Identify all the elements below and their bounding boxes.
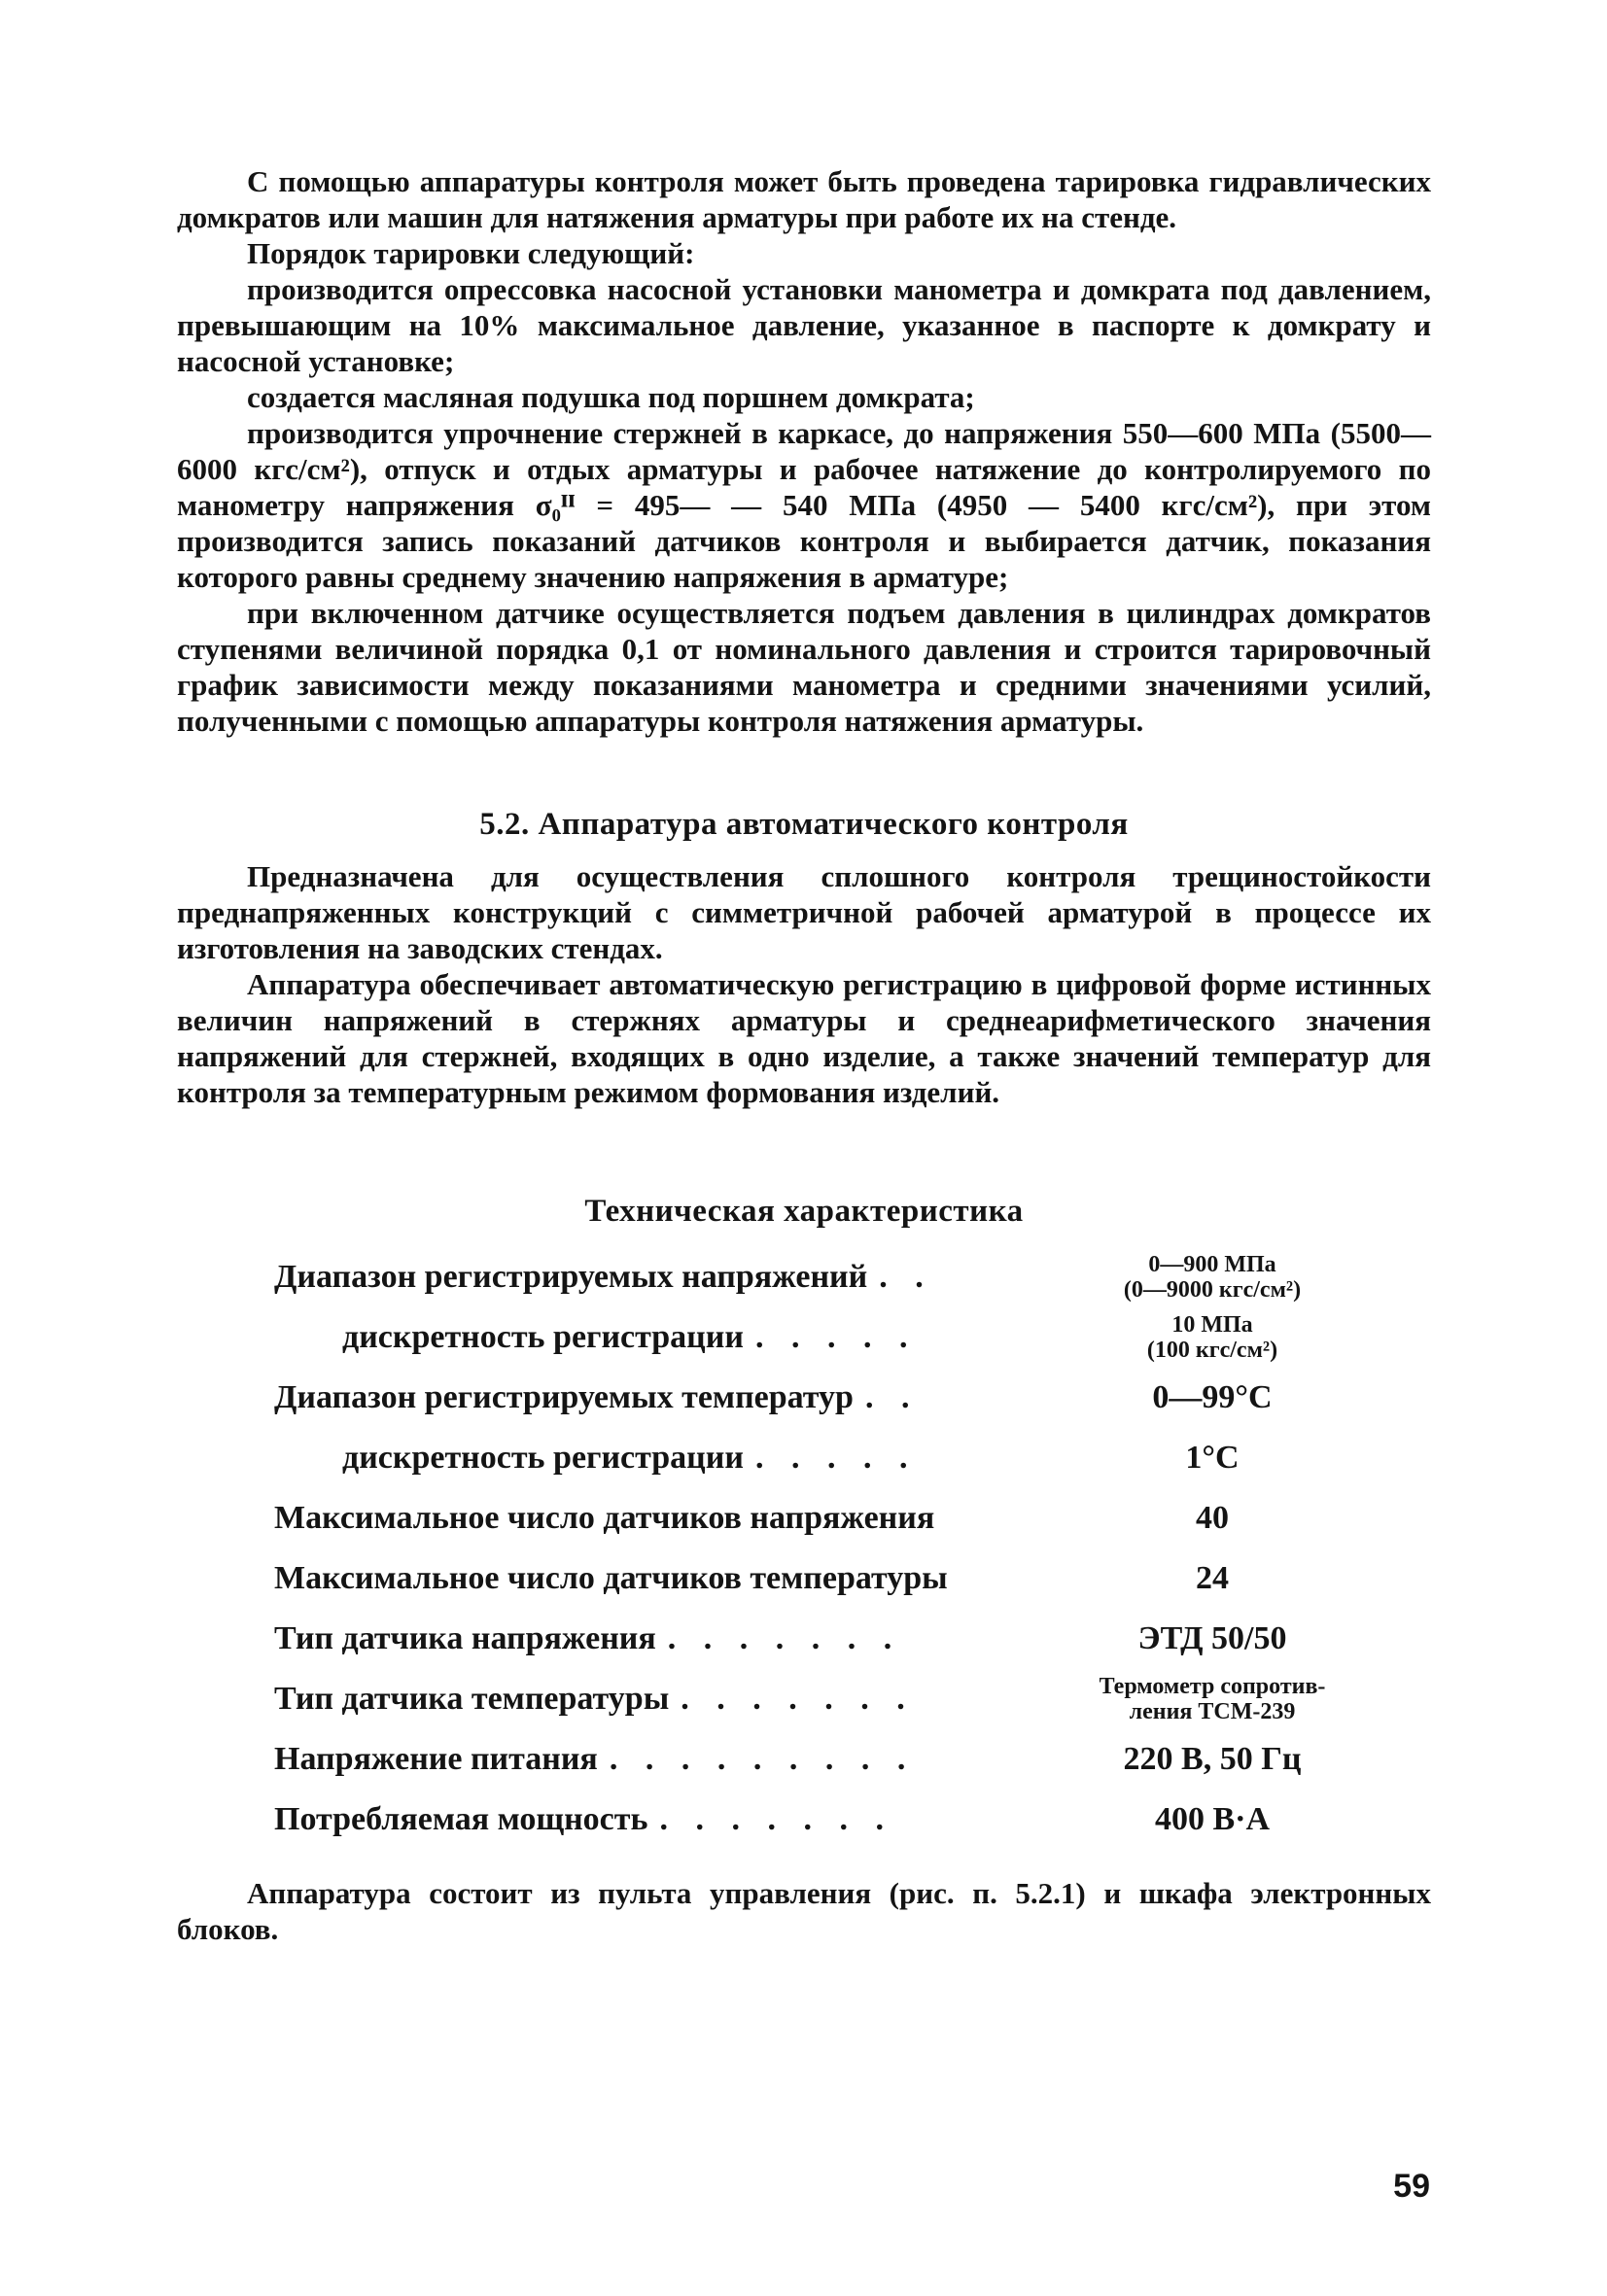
- spec-row: [274, 1488, 1392, 1548]
- spec-row: [274, 1790, 1392, 1850]
- spec-leader: . . . . . . .: [659, 1801, 893, 1837]
- spec-label: дискретность регистрации: [342, 1319, 744, 1355]
- spec-leader: . . . . . . .: [667, 1620, 902, 1656]
- spec-value: 24: [1196, 1560, 1229, 1596]
- spec-value: 220 В, 50 Гц: [1123, 1741, 1302, 1777]
- spec-row: [274, 1609, 1392, 1669]
- spec-label: дискретность регистрации: [342, 1440, 744, 1476]
- paragraph-step-4: при включенном датчике осуществляется подъем давления в цилиндрах домкратов ступенями величиной порядка 0,1 от номинального давления и строится тарировочный график зависимости между показаниями манометра и средними значениями усилий, полученными с помощью аппаратуры контроля натяжения арматуры.: [177, 596, 1431, 738]
- spec-row: [274, 1428, 1392, 1488]
- document-page: [177, 163, 1431, 1947]
- spec-row: [274, 1247, 1392, 1307]
- spec-value: 0—99°С: [1152, 1379, 1273, 1415]
- spec-label: Напряжение питания: [274, 1741, 598, 1777]
- section-paragraph-1: Предназначена для осуществления сплошного контроля трещиностойкости преднапряженных конструкций с симметричной рабочей арматурой в процессе их изготовления на заводских стендах.: [177, 859, 1431, 965]
- spec-title: Техническая характеристика: [584, 1194, 1024, 1229]
- paragraph-intro: С помощью аппаратуры контроля может быть проведена тарировка гидравлических домкратов или машин для натяжения арматуры при работе их на стенде.: [177, 164, 1431, 234]
- paragraph-order-heading: Порядок тарировки следующий:: [247, 236, 695, 270]
- spec-leader: . . . . . . . . .: [609, 1741, 916, 1777]
- spec-row: [274, 1669, 1392, 1729]
- closing-paragraph: Аппаратура состоит из пульта управления (рис. п. 5.2.1) и шкафа электронных блоков.: [177, 1876, 1431, 1946]
- paragraph-step-2: создается масляная подушка под поршнем домкрата;: [247, 380, 975, 414]
- spec-label: Максимальное число датчиков напряжения: [274, 1500, 935, 1536]
- spec-value: [1032, 1252, 1392, 1303]
- paragraph-step-1: производится опрессовка насосной установки манометра и домкрата под давлением, превышающим на 10% максимальное давление, указанное в паспорте к домкрату и насосной установке;: [177, 272, 1431, 378]
- spec-row: [274, 1368, 1392, 1428]
- spec-value-line: 10 МПа: [1171, 1312, 1253, 1338]
- spec-label: Тип датчика напряжения: [274, 1620, 656, 1656]
- spec-value-line: (100 кгс/см²): [1146, 1338, 1278, 1363]
- tarirovka-section: [177, 163, 1431, 739]
- spec-leader: . . . . .: [754, 1319, 918, 1355]
- spec-value: [1032, 1674, 1392, 1724]
- spec-value-line: ления ТСМ-239: [1129, 1699, 1296, 1724]
- spec-leader: . . . . .: [754, 1440, 918, 1476]
- spec-label: Максимальное число датчиков температуры: [274, 1560, 948, 1596]
- spec-row: [274, 1548, 1392, 1609]
- spec-value-line: (0—9000 кгс/см²): [1123, 1277, 1302, 1303]
- spec-row: [274, 1729, 1392, 1790]
- spec-leader: . . . . . . .: [681, 1681, 915, 1717]
- spec-leader: . .: [879, 1259, 933, 1295]
- spec-value: [1032, 1312, 1392, 1363]
- spec-label: Диапазон регистрируемых напряжений: [274, 1259, 868, 1295]
- spec-value-line: 0—900 МПа: [1148, 1252, 1276, 1277]
- page-number: 59: [1393, 2168, 1430, 2205]
- spec-label: Диапазон регистрируемых температур: [274, 1379, 854, 1415]
- spec-row: [274, 1307, 1392, 1368]
- spec-value: ЭТД 50/50: [1137, 1620, 1287, 1656]
- spec-table: [274, 1247, 1392, 1850]
- spec-value-line: Термометр сопротив-: [1099, 1674, 1326, 1699]
- spec-value: 40: [1196, 1500, 1229, 1536]
- section-heading: 5.2. Аппаратура автоматического контроля: [479, 807, 1129, 842]
- spec-leader: . .: [864, 1379, 920, 1415]
- spec-value: 400 В·А: [1154, 1801, 1271, 1837]
- spec-value: 1°С: [1185, 1440, 1240, 1476]
- section-paragraph-2: Аппаратура обеспечивает автоматическую регистрацию в цифровой форме истинных величин напряжений в стержнях арматуры и среднеарифметического значения напряжений для стержней, входящих в одно изделие, а также значений температур для контроля за температурным режимом формования изделий.: [177, 967, 1431, 1109]
- paragraph-step-3: производится упрочнение стержней в каркасе, до напряжения 550—600 МПа (5500—6000 кгс/см²), отпуск и отдых арматуры и рабочее натяжение до контролируемого по манометру напряжения σ₀ᴵᴵ = 495— — 540 МПа (4950 — 5400 кгс/см²), при этом производится запись показаний датчиков контроля и выбирается датчик, показания которого равны среднему значению напряжения в арматуре;: [177, 416, 1431, 594]
- spec-label: Тип датчика температуры: [274, 1681, 670, 1717]
- spec-label: Потребляемая мощность: [274, 1801, 648, 1837]
